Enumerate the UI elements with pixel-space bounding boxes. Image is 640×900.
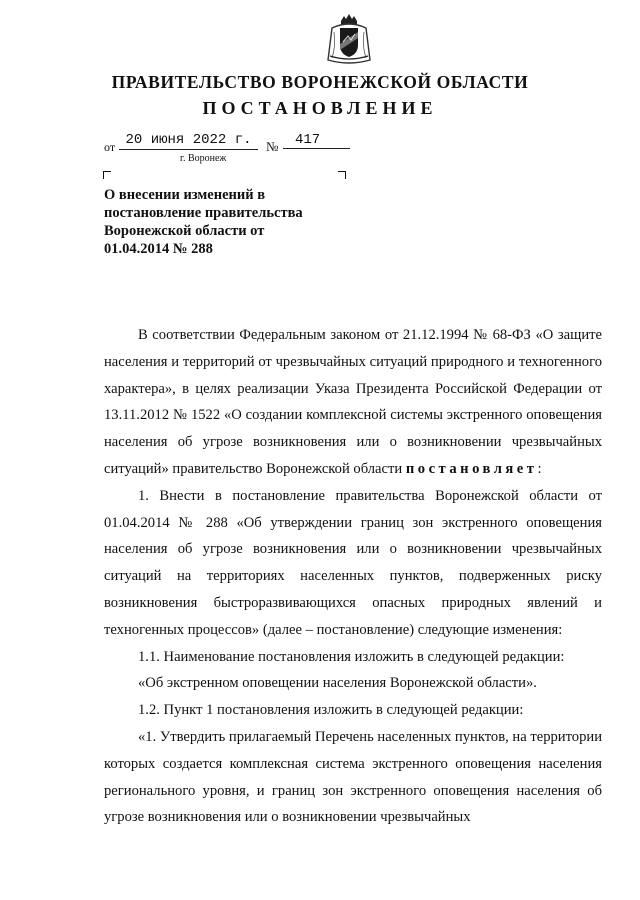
coat-of-arms-icon xyxy=(326,12,372,66)
document-type: ПОСТАНОВЛЕНИЕ xyxy=(202,98,438,118)
corner-mark-right xyxy=(338,171,346,179)
document-body xyxy=(104,322,602,831)
document-number: 417 xyxy=(283,132,350,149)
document-date: 20 июня 2022 г. xyxy=(119,132,258,150)
decree-word: постановляет xyxy=(405,460,538,477)
preamble-paragraph xyxy=(104,322,602,483)
item-1-1-paragraph: 1.1. Наименование постановления изложить в следующей редакции: xyxy=(138,648,565,665)
preamble-colon: : xyxy=(537,460,542,477)
number-label: № xyxy=(266,139,279,154)
item-1-paragraph: 1. Внести в постановление правительства Воронежской области от 01.04.2014 № 288 «Об утверждении границ зон экстренного оповещения населения об угрозе возникновения или о возникновении чрезвычайных ситуаций на территориях населенных пунктов, подверженных риску возникновения быстроразвивающихся опасных природных явлений и техногенных процессов» (далее – постановление) следующие изменения: xyxy=(104,487,602,638)
item-1-2-text-paragraph: «1. Утвердить прилагаемый Перечень населенных пунктов, на территории которых создается комплексная система экстренного оповещения населения регионального уровня, и границ зон экстренного оповещения населения об угрозе возникновения или о возникновении чрезвычайных xyxy=(104,728,603,826)
preamble-text: В соответствии Федеральным законом от 21.12.1994 № 68-ФЗ «О защите населения и территорий от чрезвычайных ситуаций природного и техногенного характера», в целях реализации Указа Президента Российской Федерации от 13.11.2012 № 1522 «О создании комплексной системы экстренного оповещения населения об угрозе возникновения или о возникновении чрезвычайных ситуаций» правительство Воронежской области xyxy=(104,327,602,477)
item-1-2-paragraph: 1.2. Пункт 1 постановления изложить в следующей редакции: xyxy=(138,702,524,719)
city-label: г. Воронеж xyxy=(180,153,227,164)
corner-mark-left xyxy=(103,171,111,179)
document-subject: О внесении изменений в постановление правительства Воронежской области от 01.04.2014 № 288 xyxy=(104,187,303,257)
government-title: ПРАВИТЕЛЬСТВО ВОРОНЕЖСКОЙ ОБЛАСТИ xyxy=(111,72,529,92)
item-1-1-text-paragraph: «Об экстренном оповещении населения Воронежской области». xyxy=(138,675,537,692)
date-prefix-label: от xyxy=(104,140,116,154)
